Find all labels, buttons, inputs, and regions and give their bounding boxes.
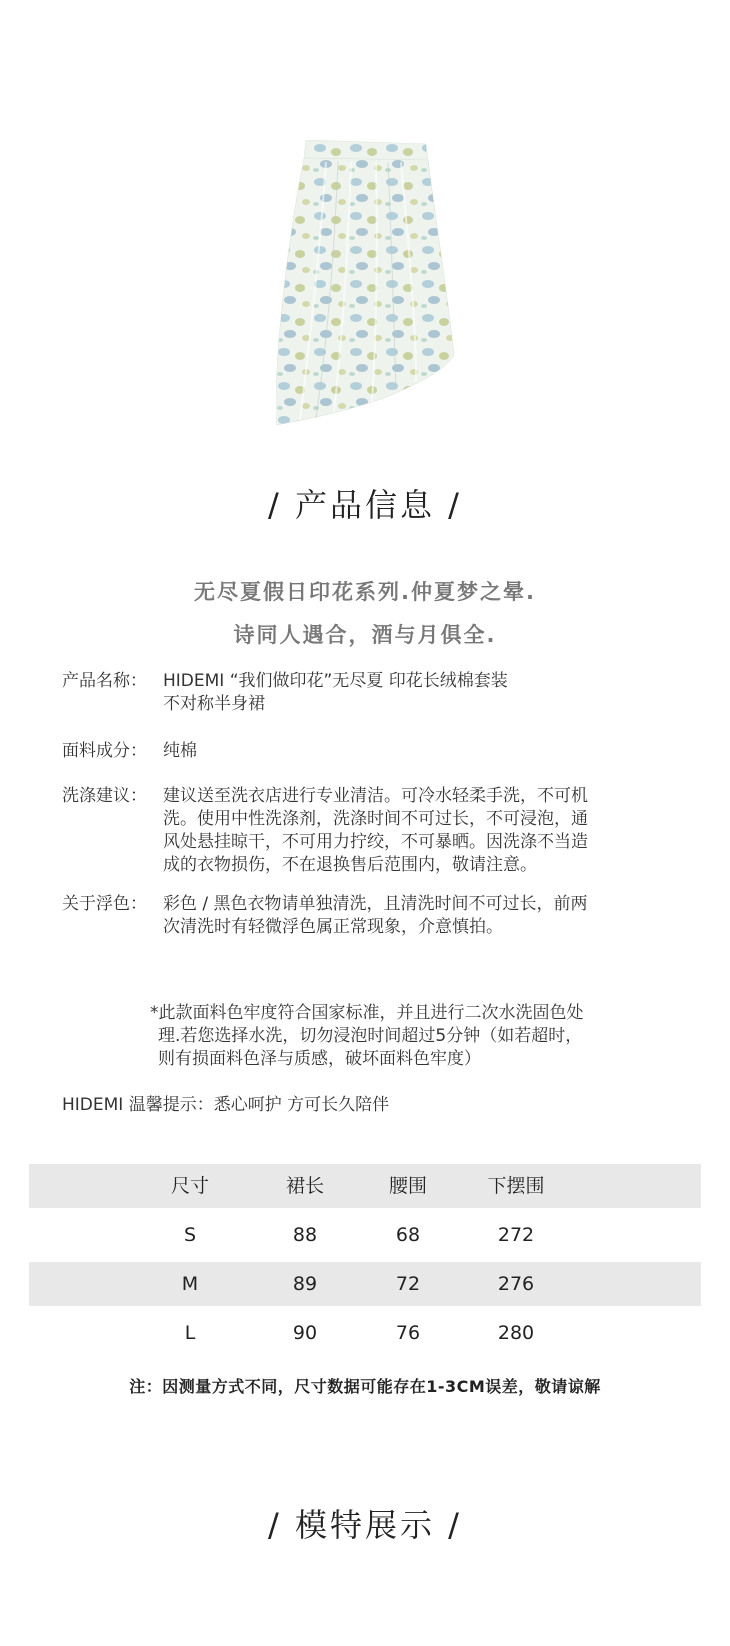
- skirt-photo-icon: [276, 140, 456, 440]
- cell-waist: 76: [395, 1322, 421, 1344]
- cell-waist: 68: [395, 1224, 421, 1246]
- cell-size: M: [181, 1273, 199, 1295]
- note-line-2: 理.若您选择水洗，切勿浸泡时间超过5分钟（如若超时，: [158, 1026, 583, 1046]
- cell-length: 88: [292, 1224, 318, 1246]
- info-value-name-line1: HIDEMI “我们做印花”无尽夏 印花长绒棉套装: [163, 671, 508, 691]
- info-label-color-fade: 关于浮色：: [62, 894, 147, 914]
- skirt-photo: [276, 140, 456, 440]
- cell-size: S: [183, 1224, 197, 1246]
- info-value-color-fade-line2: 次清洗时有轻微浮色属正常现象，介意慎拍。: [163, 917, 503, 937]
- header-length: 裙长: [285, 1175, 324, 1197]
- section-title-model: / 模特展示 /: [268, 1506, 462, 1544]
- colorfastness-note: [150, 1002, 670, 1071]
- info-label-name: 产品名称：: [62, 671, 147, 691]
- tagline-line-2: 诗同人遇合，酒与月俱全.: [233, 623, 497, 647]
- header-size: 尺寸: [170, 1175, 209, 1197]
- header-hem: 下摆围: [487, 1175, 545, 1197]
- cell-length: 89: [292, 1273, 318, 1295]
- info-value-name-line2: 不对称半身裙: [163, 694, 265, 714]
- info-value-fabric: 纯棉: [163, 741, 197, 761]
- table-row: [29, 1262, 701, 1306]
- cell-length: 90: [292, 1322, 318, 1344]
- info-label-fabric: 面料成分：: [62, 741, 147, 761]
- cell-hem: 276: [497, 1273, 535, 1295]
- info-label-wash: 洗涤建议：: [62, 786, 147, 806]
- section-title-product-info: / 产品信息 /: [268, 486, 462, 524]
- info-value-wash-line2: 洗。使用中性洗涤剂，洗涤时间不可过长，不可浸泡，通: [163, 809, 588, 829]
- cell-hem: 280: [497, 1322, 535, 1344]
- info-value-wash-line1: 建议送至洗衣店进行专业清洁。可冷水轻柔手洗，不可机: [163, 786, 588, 806]
- size-table: [29, 1164, 701, 1355]
- cell-waist: 72: [395, 1273, 421, 1295]
- tagline-line-1: 无尽夏假日印花系列.仲夏梦之晕.: [194, 580, 536, 604]
- table-row: [29, 1311, 701, 1355]
- note-line-1: *此款面料色牢度符合国家标准，并且进行二次水洗固色处: [150, 1003, 584, 1023]
- info-value-color-fade-line1: 彩色 / 黑色衣物请单独清洗，且清洗时间不可过长，前两: [163, 894, 588, 914]
- size-note: 注：因测量方式不同，尺寸数据可能存在1-3CM误差，敬请谅解: [129, 1377, 601, 1396]
- info-value-wash-line3: 风处悬挂晾干，不可用力拧绞，不可暴晒。因洗涤不当造: [163, 832, 588, 852]
- info-value-wash-line4: 成的衣物损伤，不在退换售后范围内，敬请注意。: [163, 855, 537, 875]
- cell-hem: 272: [497, 1224, 535, 1246]
- header-waist: 腰围: [388, 1175, 427, 1197]
- table-row: [29, 1213, 701, 1257]
- cell-size: L: [184, 1322, 196, 1344]
- care-tip: HIDEMI 温馨提示：悉心呵护 方可长久陪伴: [62, 1095, 390, 1115]
- size-table-header: [29, 1164, 701, 1208]
- note-line-3: 则有损面料色泽与质感，破坏面料色牢度）: [158, 1049, 481, 1069]
